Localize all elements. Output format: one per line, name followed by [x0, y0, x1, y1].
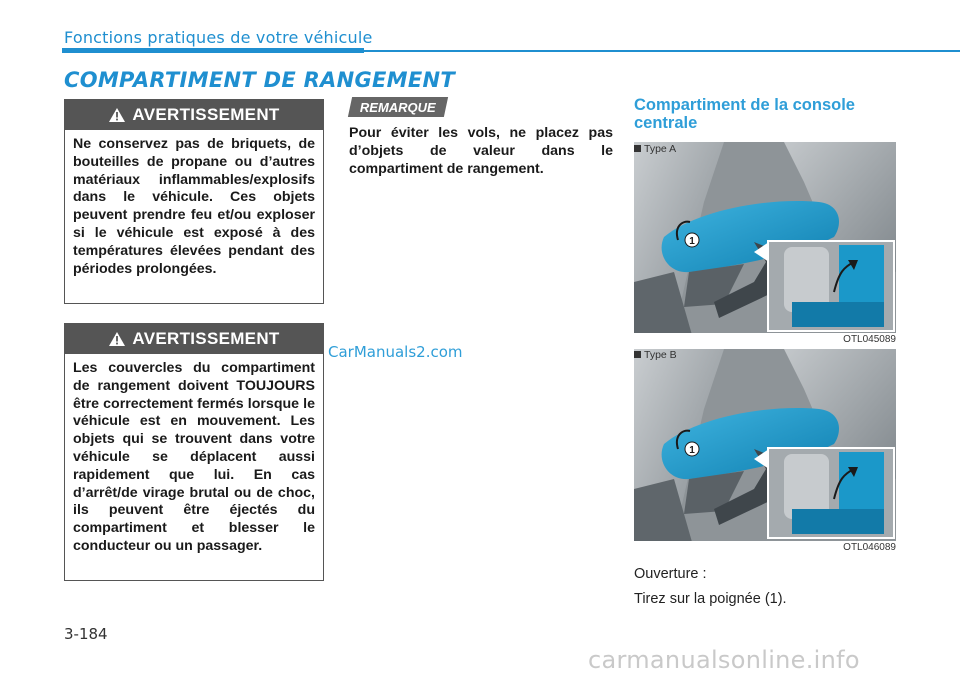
console-illustration — [634, 142, 896, 346]
figure-type-a — [634, 142, 896, 346]
section-header: Fonctions pratiques de votre véhicule — [64, 28, 373, 47]
opening-instruction: Tirez sur la poignée (1). — [634, 591, 787, 607]
remarque-label: REMARQUE — [360, 99, 436, 115]
figure-type-label — [634, 143, 676, 155]
figure-type-text: Type B — [644, 349, 677, 361]
warning-text: Les couvercles du compartiment de rangement doivent TOUJOURS être correctement fermés lorsque le véhicule est en mouvement. Les objets qui se trouvent dans votre véhicule se déplacent aussi rapidement que lui. En cas d’arrêt/de virage brutal ou de choc, ils peuvent être éjectés du compartiment et blesser le conducteur ou un passager. — [73, 360, 315, 554]
warning-triangle-icon — [108, 331, 126, 347]
figure-code: OTL045089 — [634, 333, 896, 346]
watermark-link[interactable]: CarManuals2.com — [328, 343, 463, 361]
figure-type-text: Type A — [644, 143, 677, 155]
remarque-tag — [348, 97, 448, 117]
figure-type-label — [634, 349, 677, 361]
warning-text: Ne conservez pas de briquets, de bouteilles de propane ou d’autres matériaux inflammables/explosifs dans le véhicule. Ces objets peuvent prendre feu et/ou exploser si le véhicule est exposé à des températures élevées pendant des périodes prolongées. — [73, 136, 315, 277]
header-rule-thick — [62, 48, 364, 53]
svg-text:1: 1 — [689, 236, 695, 247]
warning-label: AVERTISSEMENT — [132, 329, 280, 348]
console-illustration — [634, 349, 896, 554]
square-bullet-icon — [634, 145, 641, 152]
figure-code: OTL046089 — [634, 541, 896, 554]
warning-triangle-icon — [108, 107, 126, 123]
figure-type-b — [634, 349, 896, 554]
warning-box-flammables — [64, 99, 324, 304]
remarque-text: Pour éviter les vols, ne placez pas d’objets de valeur dans le compartiment de rangement. — [349, 125, 613, 177]
header-rule-thin — [364, 50, 960, 52]
page-title: COMPARTIMENT DE RANGEMENT — [64, 68, 456, 92]
page-number: 3-184 — [64, 625, 108, 643]
warning-header — [65, 324, 323, 354]
warning-header — [65, 100, 323, 130]
warning-label: AVERTISSEMENT — [132, 105, 280, 124]
svg-text:1: 1 — [689, 445, 695, 456]
console-title: Compartiment de la console centrale — [634, 96, 855, 132]
site-watermark[interactable]: carmanualsonline.info — [588, 646, 860, 674]
opening-label: Ouverture : — [634, 566, 707, 582]
warning-box-lids-closed — [64, 323, 324, 581]
square-bullet-icon — [634, 351, 641, 358]
